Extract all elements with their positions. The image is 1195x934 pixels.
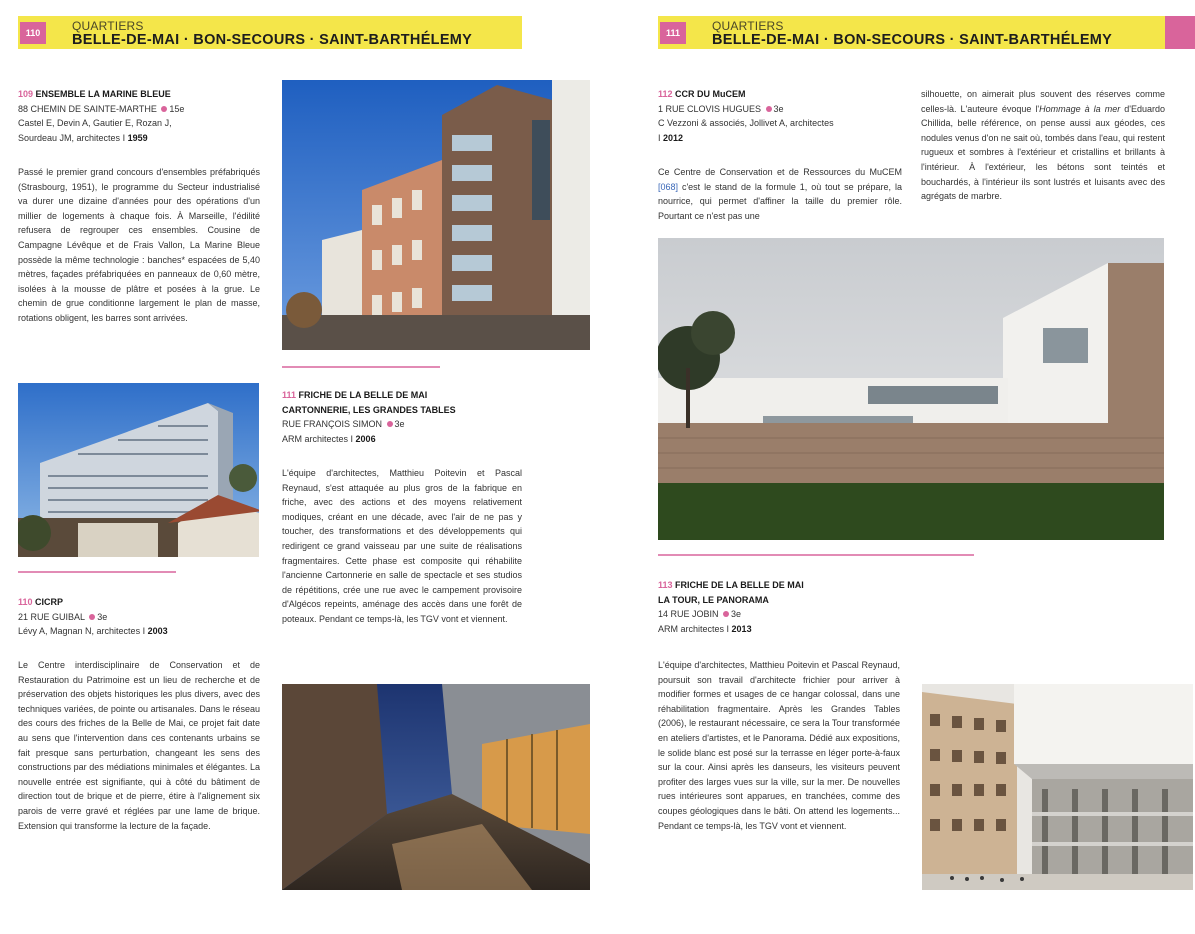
entry-architects: Sourdeau JM, architectes [18,132,121,143]
photo-friche-building [282,80,590,350]
entry-subtitle: CARTONNERIE, LES GRANDES TABLES [282,404,456,415]
entry-number: 113 [658,580,673,590]
header-title: BELLE-DE-MAI · BON-SECOURS · SAINT-BARTHÉLEMY [72,32,473,48]
entry-year: 2012 [663,132,684,143]
entry-111-heading: 111 FRICHE DE LA BELLE DE MAI CARTONNERIE, LES GRANDES TABLES RUE FRANÇOIS SIMON 3e ARM architectes I 2006 [282,388,592,446]
entry-year: 2013 [731,623,752,634]
right-page [598,0,1195,934]
entry-113-body: L'équipe d'architectes, Matthieu Poitevin et Pascal Reynaud, poursuit son travail d'architecte frichier pour arriver à modifier formes et usages de ce hangar colossal, dans une réhabilitation fragmentaire. Après les Grandes Tables (2006), le restaurant nécessaire, ce sera la Tour transformée en ateliers d'artistes, et le Panorama. Dédié aux expositions, le solide blanc est posé sur la terrasse en léger porte-à-faux sur la cour. Ainsi après les danseurs, les visiteurs peuvent profiter des larges vues sur la ville, sur la mer. De nouvelles rues intérieures sont apparues, en tranchées, comme des coupes géologiques dans le bâti. On attend les logements... Pendant ce temps-là, les TGV vont et viennent. [658,660,900,831]
entry-number: 112 [658,89,673,99]
entry-architects: Castel E, Devin A, Gautier E, Rozan J, [18,118,172,129]
entry-113-heading: 113 FRICHE DE LA BELLE DE MAI LA TOUR, LE PANORAMA 14 RUE JOBIN 3e ARM architectes I 2013 [658,578,908,636]
entry-address: RUE FRANÇOIS SIMON [282,419,383,430]
entry-district: 3e [773,103,784,114]
entry-110-body: Le Centre interdisciplinaire de Conservation et de Restauration du Patrimoine est un lieu de recherche et de préservation des objets historiques les plus divers, avec des techniques variées, de pointe ou artisanales. Dans le réseau des cours des friches de la Belle de Mai, ce projet fait date au sens que l'intervention dans ces contenants urbains se fait presque sans perturbation, changeant les sens des constructions par des médiations minimales et élégantes. La nouvelle entrée est signifiante, qui à côté du bâtiment de direction tout de brique et de pierre, étire à l'alignement six parois de verre gravé et réglées par une lame de brique. Extension qui transforme la lecture de la façade. [18,660,260,831]
page-number: 110 [20,22,46,44]
page-header [658,16,1193,49]
section-divider [658,554,974,556]
entry-title: CCR DU MuCEM [675,89,746,99]
entry-subtitle: LA TOUR, LE PANORAMA [658,594,769,605]
entry-number: 109 [18,89,34,99]
entry-address: 1 RUE CLOVIS HUGUES [658,103,762,114]
entry-number: 111 [282,390,297,400]
header-kicker: QUARTIERS [72,19,144,33]
entry-year: 2006 [355,433,376,444]
edge-tab [1165,16,1195,49]
entry-112-body-col2: silhouette, on aimerait plus souvent des réserves comme celles-là. L'auteure évoque l'Hommage à la mer d'Eduardo Chillida, belle référence, on pense aussi aux géodes, ces nodules venus d'on ne sait où, tombés dans l'eau, qui restent rugueux et sombres à l'extérieur et cristallins et brillants à l'intérieur. À l'extérieur, les bétons sont teintés et bouchardés, à l'intérieur ils sont lustrés et luisants avec des agrégats de marbre. [921,89,1165,202]
section-divider [282,366,440,368]
header-kicker: QUARTIERS [712,19,784,33]
entry-year: 1959 [127,132,148,143]
entry-title: FRICHE DE LA BELLE DE MAI [298,390,428,400]
entry-address: 14 RUE JOBIN [658,609,719,620]
location-dot-icon [387,421,393,427]
location-dot-icon [723,611,729,617]
section-divider [18,571,176,573]
entry-number: 110 [18,597,33,607]
entry-architects: Lévy A, Magnan N, architectes [18,626,141,637]
entry-title: FRICHE DE LA BELLE DE MAI [675,580,804,590]
entry-title: ENSEMBLE LA MARINE BLEUE [35,89,171,99]
entry-year: 2003 [147,626,168,637]
cross-reference-link[interactable]: [068] [658,181,679,192]
entry-district: 3e [97,611,108,622]
photo-ccr-mucem [658,238,1164,540]
entry-109-heading: 109 ENSEMBLE LA MARINE BLEUE 88 CHEMIN DE SAINTE-MARTHE 15e Castel E, Devin A, Gautier E, Rozan J, Sourdeau JM, architectes I 1959 [18,87,263,145]
entry-112-body: Ce Centre de Conservation et de Ressources du MuCEM [068] c'est le stand de la formule 1, où tout se prépare, la nourrice, qui permet d'affiner la taille du premier rôle. Pourtant ce n'est pas une [658,167,902,221]
entry-architects: ARM architectes [658,623,725,634]
location-dot-icon [161,106,167,112]
entry-112-heading: 112 CCR DU MuCEM 1 RUE CLOVIS HUGUES 3e C Vezzoni & associés, Jollivet A, architectes I 2012 [658,87,908,145]
entry-110-heading: 110 CICRP 21 RUE GUIBAL 3e Lévy A, Magnan N, architectes I 2003 [18,597,168,637]
entry-architects: C Vezzoni & associés, Jollivet A, architectes [658,118,834,129]
location-dot-icon [89,614,95,620]
entry-109-body: Passé le premier grand concours d'ensembles préfabriqués (Strasbourg, 1951), le programme du Secteur industrialisé va durer une dizaine d'années pour des opérations d'un millier de logements à chaque fois. À Marseille, l'édilité refusera de regrouper ces ensembles. Cousine de Campagne Lévêque et de Frais Vallon, La Marine Bleue possède la même technologie : banches* espacées de 5,40 mètres, façades préfabriquées en panneaux de 0,60 mètre, isolées à la mousse de plâtre et posées à la grue. Le chemin de grue conditionne largement le plan de masse, rotations obligent, les barres sont arrivées. [18,167,260,323]
header-title: BELLE-DE-MAI · BON-SECOURS · SAINT-BARTHÉLEMY [712,32,1113,48]
entry-title: CICRP [35,597,64,607]
entry-district: 3e [394,419,405,430]
page-header [18,16,522,49]
entry-district: 3e [731,609,742,620]
entry-address: 21 RUE GUIBAL [18,611,85,622]
entry-architects: ARM architectes [282,433,349,444]
location-dot-icon [766,106,772,112]
entry-district: 15e [169,103,185,114]
photo-marine-bleue [18,383,259,557]
photo-tour-panorama [922,684,1193,890]
entry-address: 88 CHEMIN DE SAINTE-MARTHE [18,103,157,114]
entry-111-body: L'équipe d'architectes, Matthieu Poitevin et Pascal Reynaud, s'est attaquée au plus gros de la fabrique en friche, avec des actions et des moyens relativement modiques, créant en une décade, avec l'air de ne pas y toucher, des transformations et des développements qui redirigent ce grand vaisseau par une suite de réalisations fragmentaires. Cette phase est composite qui réhabilite l'ancienne Cartonnerie en salle de spectacle et ses studios de répétitions, crée une rue avec le campement provisoire d'Algécos repeints, aménage des accès dans une forêt de poteaux. Pendant ce temps-là, les TGV vont et viennent. [282,468,522,624]
photo-friche-night [282,684,590,890]
page-number: 111 [660,22,686,44]
left-page [0,0,597,934]
